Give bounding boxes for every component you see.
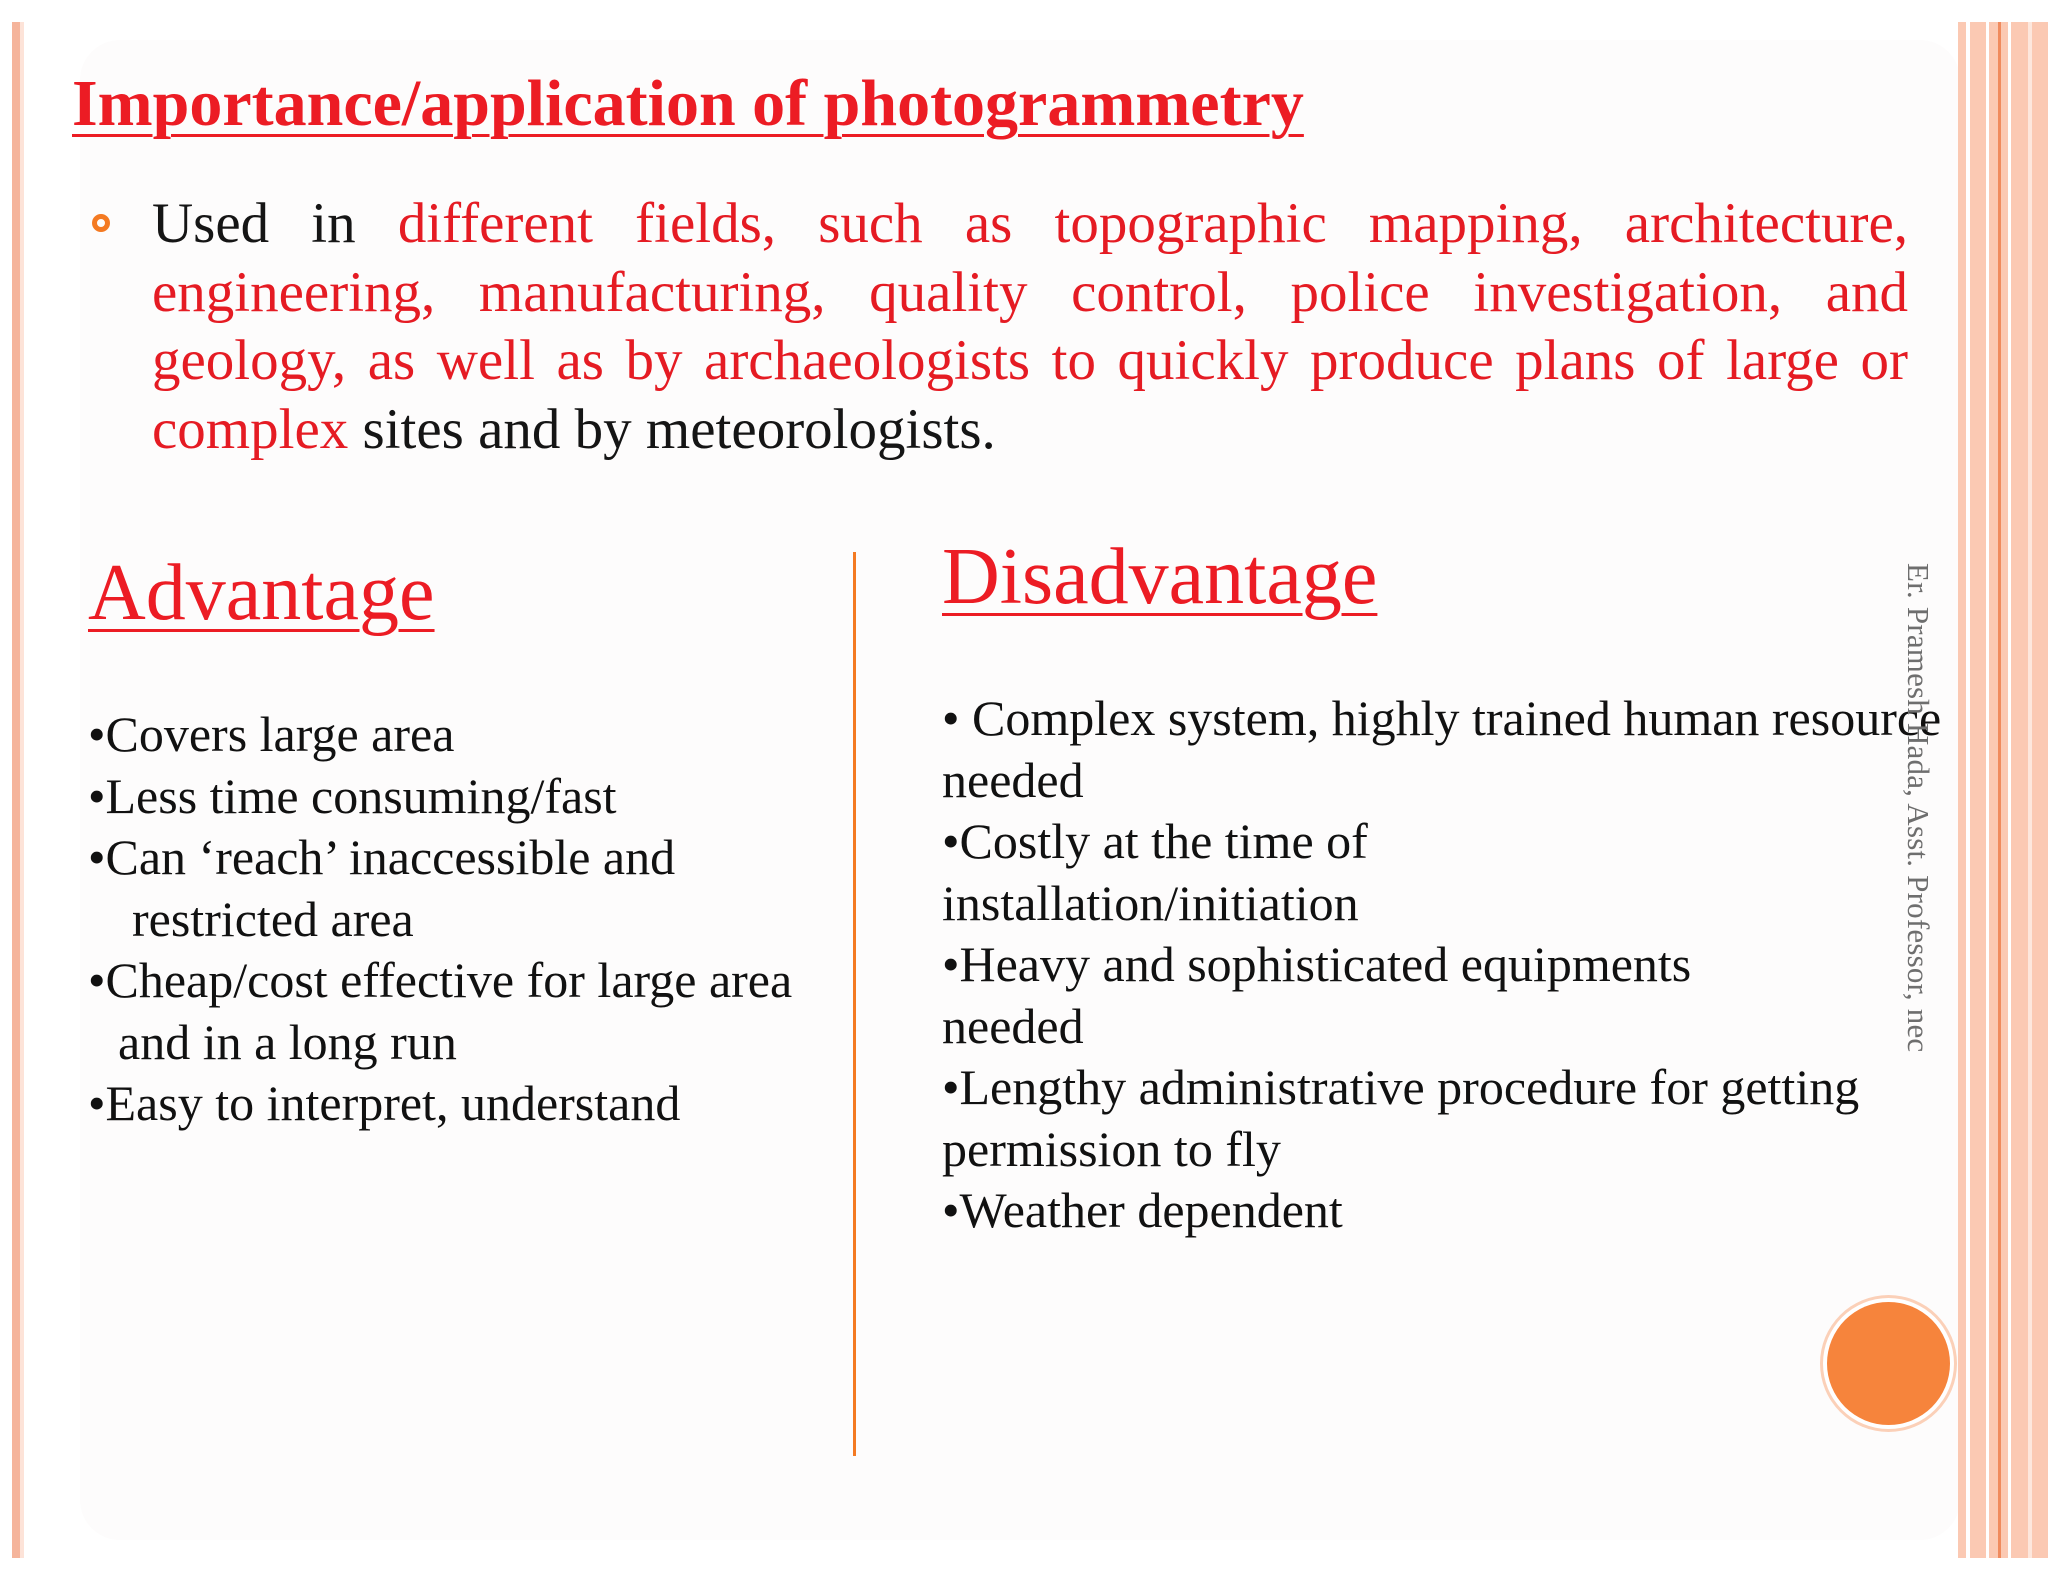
advantage-item: •Less time consuming/fast [88, 767, 617, 824]
intro-end: sites and by meteorologists. [348, 397, 996, 461]
right-stripe-line [2028, 22, 2032, 1558]
disadvantage-item: •Lengthy administrative procedure for getting permission to fly [942, 1059, 1860, 1177]
disadvantage-item: •Weather dependent [942, 1182, 1343, 1238]
advantage-item: •Covers large area [88, 706, 455, 762]
disadvantage-item: •Heavy and sophisticated equipments needed [942, 936, 1692, 1054]
ring-bullet-icon [92, 214, 110, 232]
intro-paragraph [152, 190, 1908, 464]
left-stripe-light [20, 22, 24, 1558]
right-stripe-band [1958, 22, 2048, 1558]
right-stripe-line-orange [1998, 22, 2001, 1558]
disadvantage-item: •Costly at the time of installation/initiation [942, 813, 1368, 931]
disadvantage-item: • Complex system, highly trained human resource needed [942, 690, 1942, 808]
column-divider [853, 552, 856, 1456]
left-stripe [12, 22, 20, 1558]
author-footer: Er. Pramesh Hada, Asst. Professor, nec [1901, 563, 1936, 1053]
advantage-heading: Advantage [88, 549, 435, 637]
right-stripe-line [1986, 22, 1989, 1558]
right-stripe-line [2008, 22, 2011, 1558]
advantage-item: •Cheap/cost effective for large area and in a long run [88, 952, 793, 1070]
disadvantage-list [942, 688, 1942, 1242]
intro-start: Used in [152, 192, 398, 255]
advantage-item: •Can ‘reach’ inaccessible and restricted area [88, 829, 676, 947]
right-stripe-line [1966, 22, 1970, 1558]
advantage-list [88, 704, 836, 1135]
disadvantage-heading: Disadvantage [942, 533, 1378, 621]
intro-highlight: different fields, such as topographic mapping, architecture, engineering, manufacturing, quality control, police investigation, and geology, as well as by archaeologists to quickly produce plans of large or complex [152, 192, 1909, 461]
slide-title: Importance/application of photogrammetry [72, 67, 1304, 140]
advantage-item: •Easy to interpret, understand [88, 1075, 681, 1131]
orange-circle [1827, 1302, 1950, 1425]
